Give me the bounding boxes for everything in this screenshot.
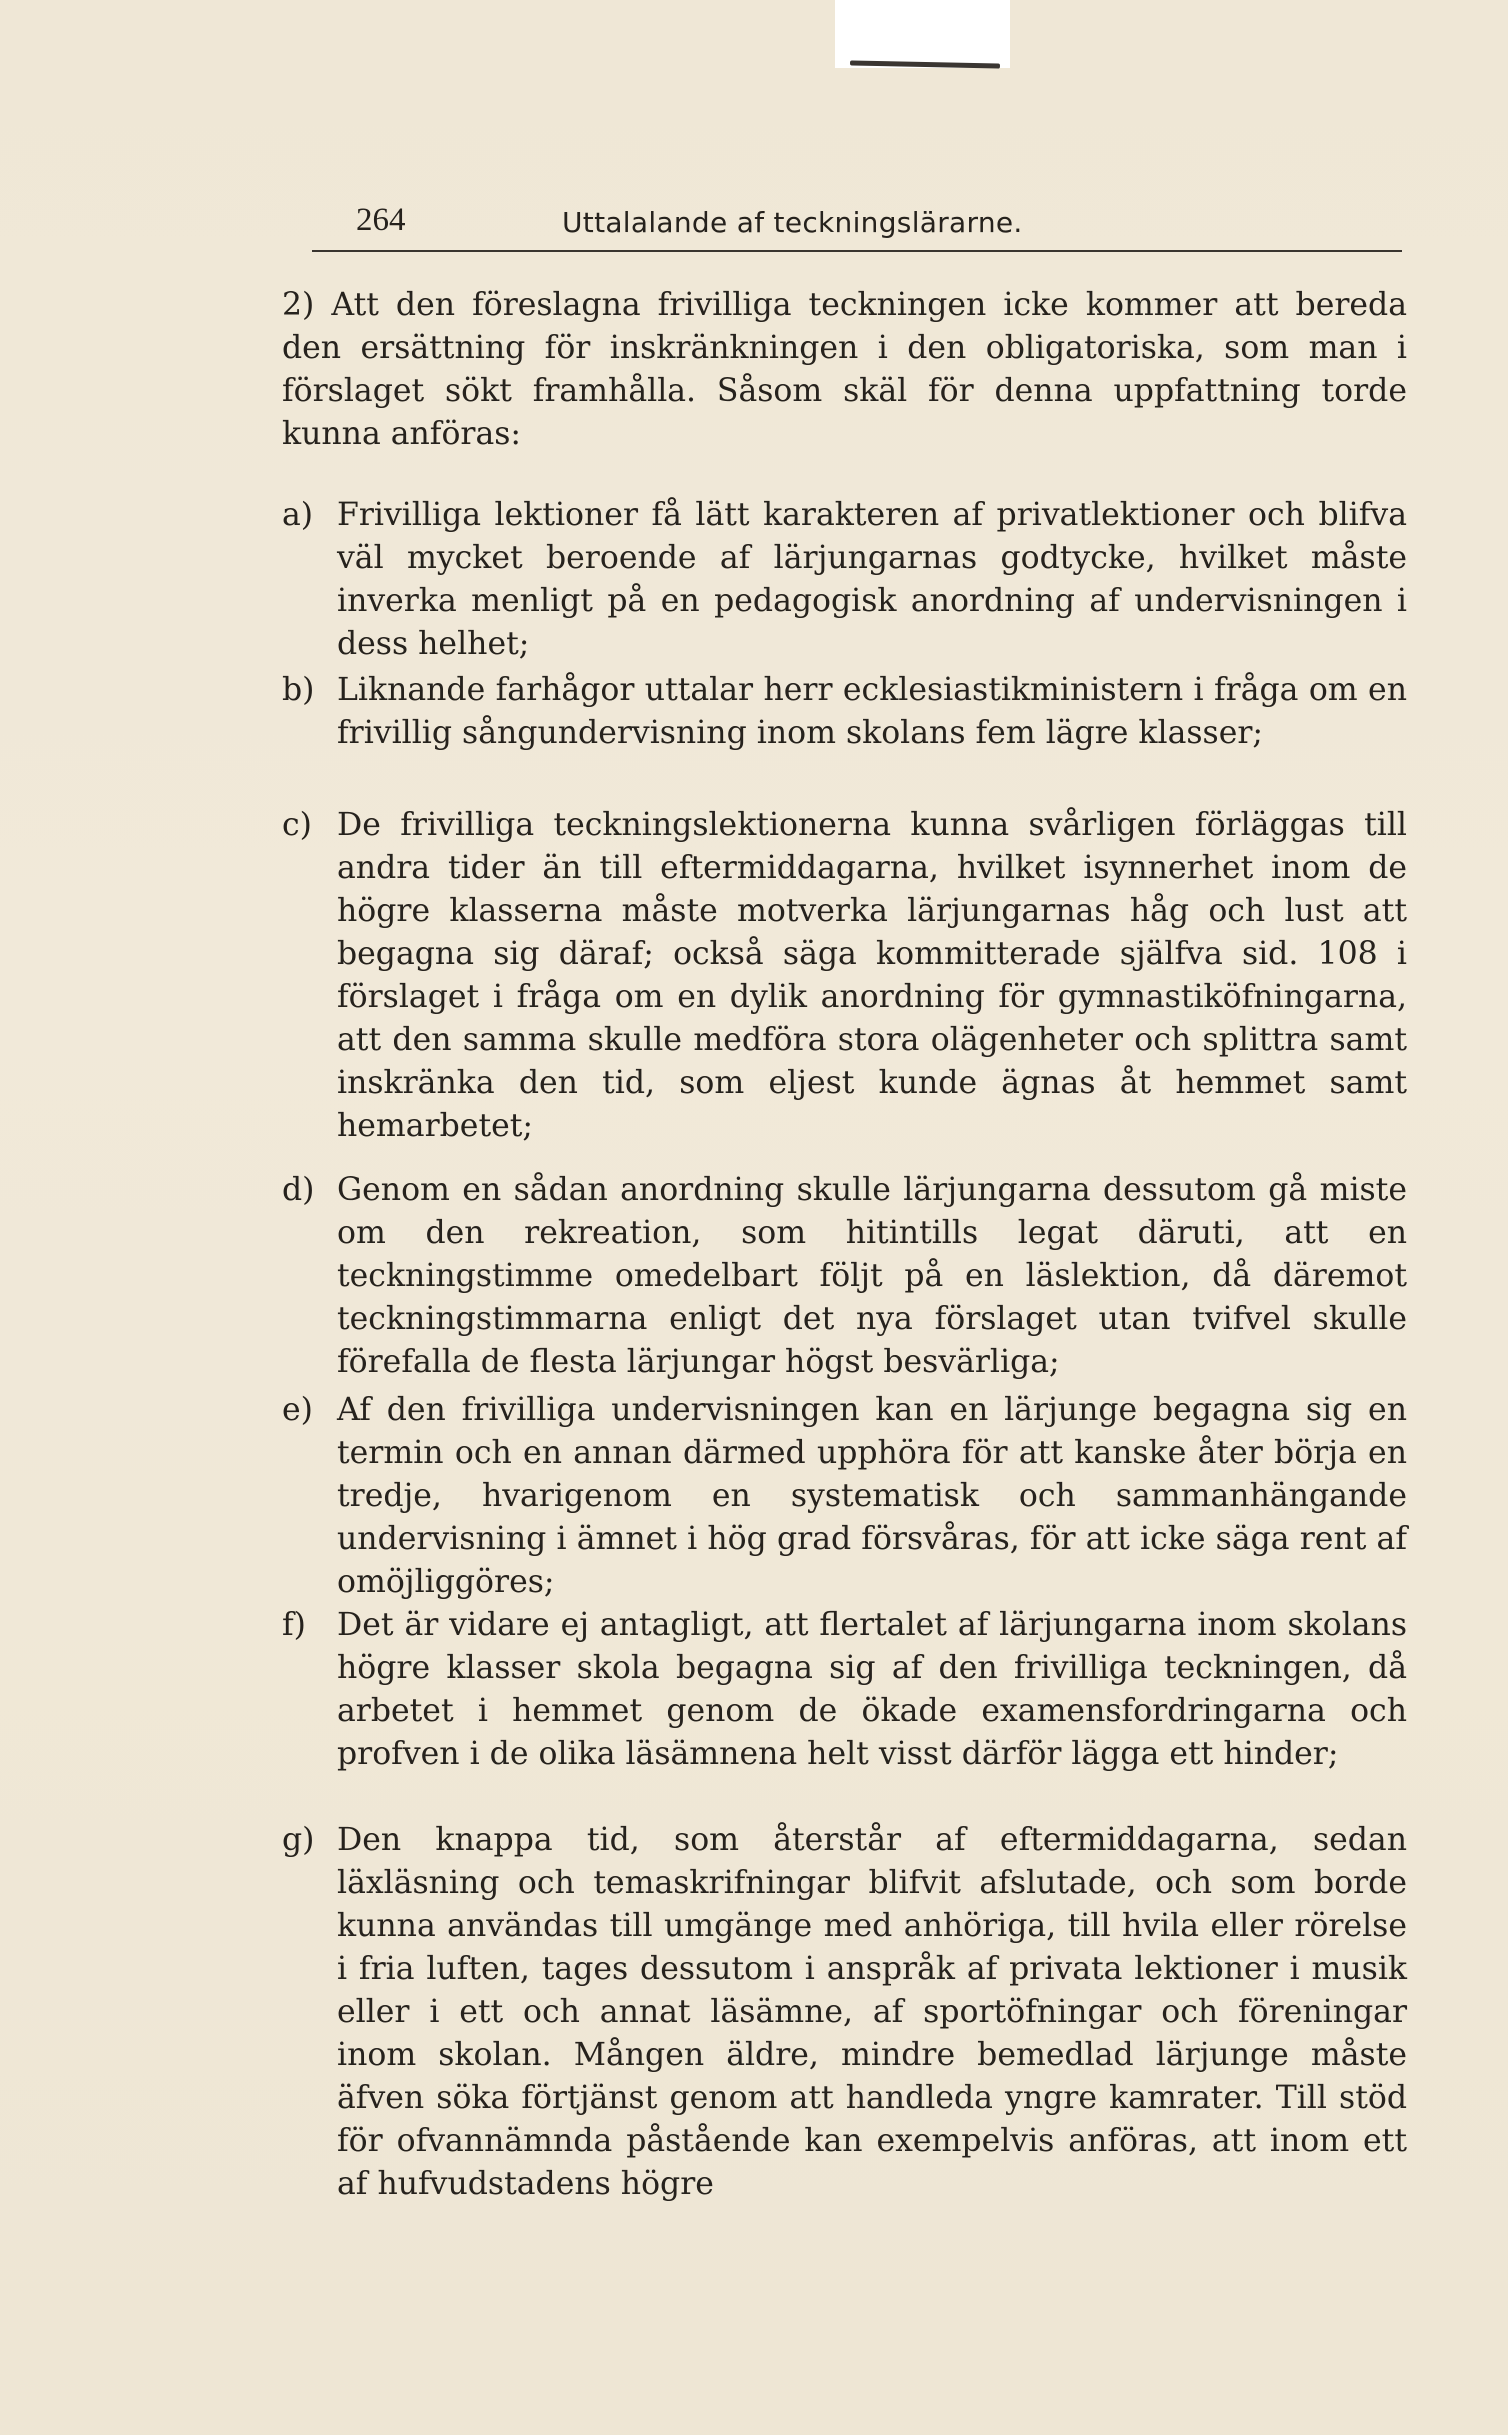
item-text: Genom en sådan anordning skulle lärjungarna dessutom gå miste om den rekreation, som hitintills legat däruti, att en teckningstimme omedelbart följt på en läslektion, då däremot teckningstimmarna enligt det nya förslaget utan tvifvel skulle förefalla de flesta lärjungar högst besvärliga; — [337, 1172, 1407, 1380]
list-item-b — [282, 669, 1407, 755]
item-text: Den knappa tid, som återstår af eftermiddagarna, sedan läxläsning och temaskrifningar blifvit afslutade, och som borde kunna användas till umgänge med anhöriga, till hvila eller rörelse i fria luften, tages dessutom i anspråk af privata lektioner i musik eller i ett och annat läsämne, af sportöfningar och föreningar inom skolan. Mången äldre, mindre bemedlad lärjunge måste äfven söka förtjänst genom att handleda yngre kamrater. Till stöd för ofvannämnda påstående kan exempelvis anföras, att inom ett af hufvudstadens högre — [337, 1822, 1407, 2202]
item-text: Af den frivilliga undervisningen kan en lärjunge begagna sig en termin och en annan därmed upphöra för att kanske åter börja en tredje, hvarigenom en systematisk och sammanhängande undervisning i ämnet i hög grad försvåras, för att icke säga rent af omöjliggöres; — [337, 1392, 1407, 1600]
list-item-a — [282, 494, 1407, 666]
torn-corner-mark — [835, 0, 1010, 68]
item-text: Frivilliga lektioner få lätt karakteren af privatlektioner och blifva väl mycket beroende af lärjungarnas godtycke, hvilket måste inverka menligt på en pedagogisk anordning af undervisningen i dess helhet; — [337, 497, 1407, 662]
item-label: d) — [282, 1172, 315, 1208]
item-label: g) — [282, 1822, 315, 1858]
item-label: a) — [282, 497, 314, 533]
page-number: 264 — [356, 202, 406, 238]
item-label: e) — [282, 1392, 313, 1428]
item-label: b) — [282, 672, 315, 708]
list-item-d — [282, 1169, 1407, 1384]
running-title: Uttalalande af teckningslärarne. — [562, 206, 1023, 239]
list-item-f — [282, 1604, 1407, 1776]
list-item-g — [282, 1819, 1407, 2206]
item-text: De frivilliga teckningslektionerna kunna svårligen förläggas till andra tider än till eftermiddagarna, hvilket isynnerhet inom de högre klasserna måste motverka lärjungarnas håg och lust att begagna sig däraf; också säga kommitterade själfva sid. 108 i förslaget i fråga om en dylik anordning för gymnastiköfningarna, att den samma skulle medföra stora olägenheter och splittra samt inskränka den tid, som eljest kunde ägnas åt hemmet samt hemarbetet; — [337, 807, 1407, 1144]
item-label: f) — [282, 1607, 306, 1643]
list-item-c — [282, 804, 1407, 1148]
list-item-e — [282, 1389, 1407, 1604]
item-text: Liknande farhågor uttalar herr ecklesiastikministern i fråga om en frivillig sångundervisning inom skolans fem lägre klasser; — [337, 672, 1407, 751]
item-label: c) — [282, 807, 312, 843]
page-header — [312, 198, 1402, 252]
intro-paragraph: 2) Att den föreslagna frivilliga teckningen icke kommer att bereda den ersättning för inskränkningen i den obligatoriska, som man i förslaget sökt framhålla. Såsom skäl för denna uppfattning torde kunna anföras: — [282, 287, 1407, 452]
item-text: Det är vidare ej antagligt, att flertalet af lärjungarna inom skolans högre klasser skola begagna sig af den frivilliga teckningen, då arbetet i hemmet genom de ökade examensfordringarna och profven i de olika läsämnena helt visst därför lägga ett hinder; — [337, 1607, 1407, 1772]
